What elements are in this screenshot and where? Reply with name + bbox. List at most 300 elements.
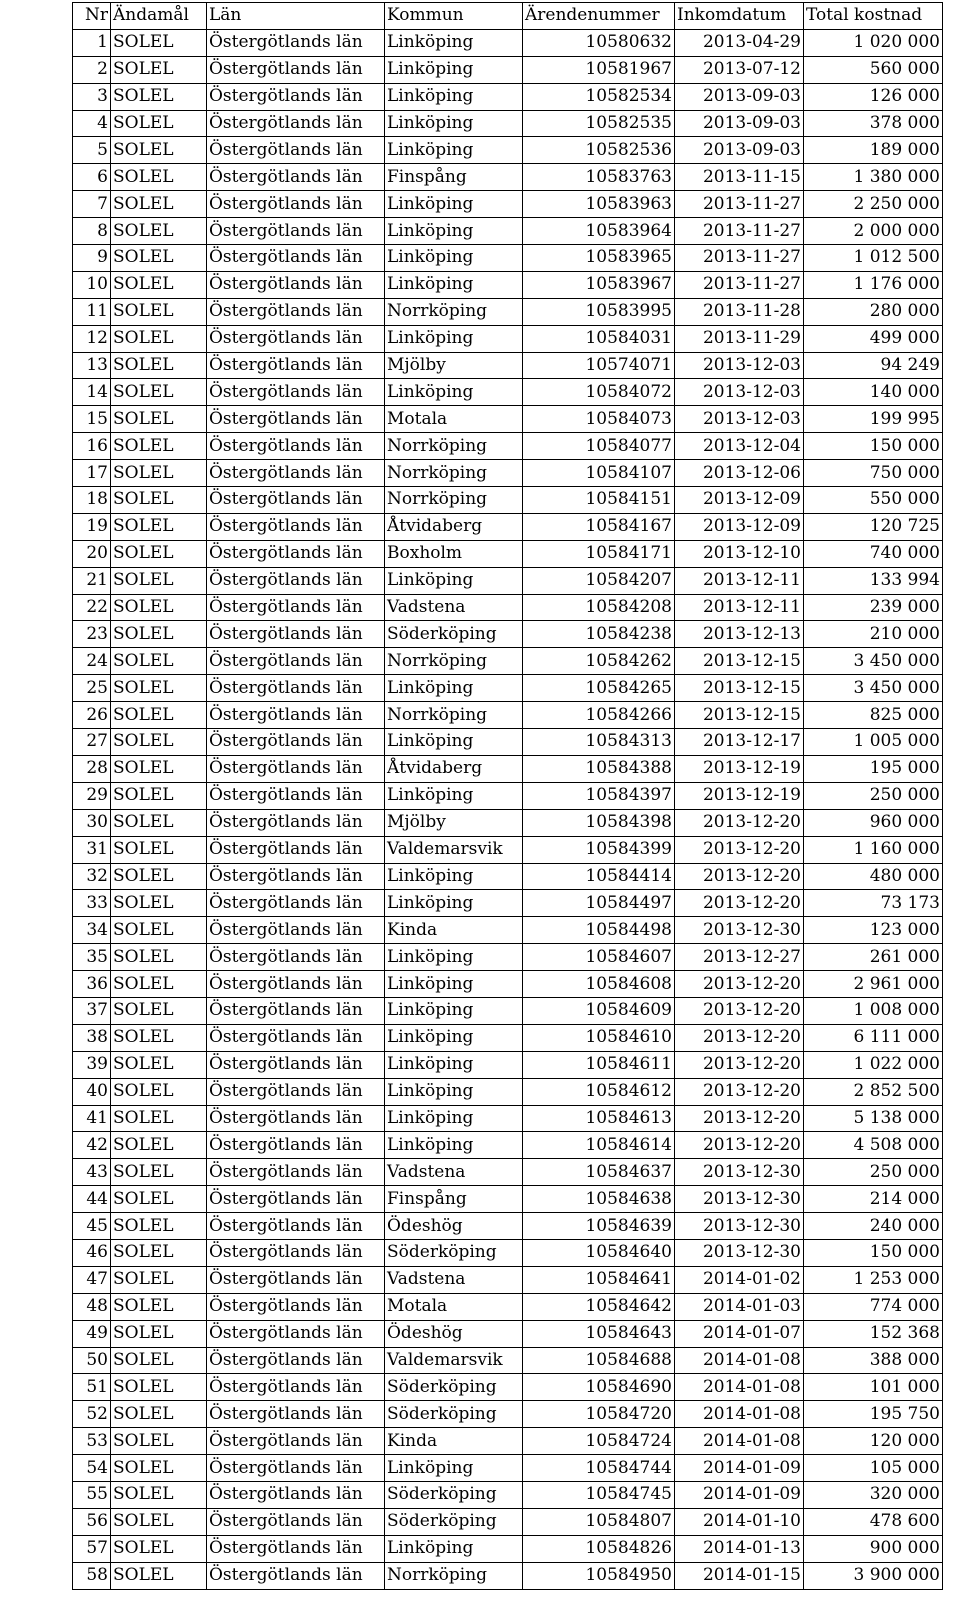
table-row <box>73 1186 943 1213</box>
cell-nr: 43 <box>73 1159 111 1186</box>
cell-nr: 52 <box>73 1401 111 1428</box>
cell-lan: Östergötlands län <box>207 1186 385 1213</box>
cell-inkomdatum: 2013-12-20 <box>675 863 804 890</box>
table-row <box>73 298 943 325</box>
table-row <box>73 729 943 756</box>
cell-nr: 24 <box>73 648 111 675</box>
cell-arendenummer: 10584807 <box>523 1508 675 1535</box>
cell-total-kostnad: 740 000 <box>804 540 943 567</box>
cell-andamal: SOLEL <box>111 836 207 863</box>
header-arendenummer: Ärendenummer <box>523 3 675 30</box>
table-row <box>73 218 943 245</box>
cell-lan: Östergötlands län <box>207 1508 385 1535</box>
cell-andamal: SOLEL <box>111 1455 207 1482</box>
cell-lan: Östergötlands län <box>207 245 385 272</box>
cell-nr: 27 <box>73 729 111 756</box>
cell-total-kostnad: 550 000 <box>804 487 943 514</box>
cell-lan: Östergötlands län <box>207 648 385 675</box>
cell-arendenummer: 10583964 <box>523 218 675 245</box>
cell-arendenummer: 10584690 <box>523 1374 675 1401</box>
cell-kommun: Linköping <box>385 29 523 56</box>
cell-lan: Östergötlands län <box>207 702 385 729</box>
table-row <box>73 675 943 702</box>
cell-nr: 29 <box>73 782 111 809</box>
cell-andamal: SOLEL <box>111 1266 207 1293</box>
cell-nr: 20 <box>73 540 111 567</box>
cell-lan: Östergötlands län <box>207 809 385 836</box>
cell-arendenummer: 10584207 <box>523 567 675 594</box>
cell-total-kostnad: 1 008 000 <box>804 997 943 1024</box>
header-total-kostnad: Total kostnad <box>804 3 943 30</box>
cell-lan: Östergötlands län <box>207 218 385 245</box>
cell-inkomdatum: 2014-01-15 <box>675 1562 804 1589</box>
cell-andamal: SOLEL <box>111 1132 207 1159</box>
cell-total-kostnad: 250 000 <box>804 782 943 809</box>
cell-kommun: Ödeshög <box>385 1213 523 1240</box>
cell-nr: 58 <box>73 1562 111 1589</box>
cell-lan: Östergötlands län <box>207 890 385 917</box>
cell-arendenummer: 10584107 <box>523 460 675 487</box>
cell-andamal: SOLEL <box>111 621 207 648</box>
cell-andamal: SOLEL <box>111 809 207 836</box>
cell-inkomdatum: 2013-11-29 <box>675 325 804 352</box>
cell-arendenummer: 10584397 <box>523 782 675 809</box>
cell-inkomdatum: 2013-12-15 <box>675 702 804 729</box>
cell-total-kostnad: 478 600 <box>804 1508 943 1535</box>
cell-inkomdatum: 2013-12-03 <box>675 352 804 379</box>
table-row <box>73 487 943 514</box>
cell-nr: 51 <box>73 1374 111 1401</box>
cell-total-kostnad: 2 000 000 <box>804 218 943 245</box>
cell-arendenummer: 10584238 <box>523 621 675 648</box>
cell-kommun: Linköping <box>385 1051 523 1078</box>
cell-total-kostnad: 825 000 <box>804 702 943 729</box>
cell-inkomdatum: 2013-11-27 <box>675 245 804 272</box>
table-row <box>73 1428 943 1455</box>
table-row <box>73 594 943 621</box>
table-row <box>73 513 943 540</box>
cell-arendenummer: 10584637 <box>523 1159 675 1186</box>
cell-kommun: Linköping <box>385 1024 523 1051</box>
table-row <box>73 245 943 272</box>
cell-arendenummer: 10584262 <box>523 648 675 675</box>
cell-kommun: Linköping <box>385 997 523 1024</box>
cell-total-kostnad: 150 000 <box>804 1239 943 1266</box>
cell-inkomdatum: 2013-12-15 <box>675 675 804 702</box>
cell-arendenummer: 10584077 <box>523 433 675 460</box>
cell-inkomdatum: 2013-11-15 <box>675 164 804 191</box>
cell-total-kostnad: 1 176 000 <box>804 271 943 298</box>
cell-lan: Östergötlands län <box>207 944 385 971</box>
cell-arendenummer: 10584720 <box>523 1401 675 1428</box>
table-row <box>73 944 943 971</box>
cell-kommun: Linköping <box>385 1078 523 1105</box>
cell-inkomdatum: 2013-11-27 <box>675 191 804 218</box>
cell-nr: 56 <box>73 1508 111 1535</box>
table-row <box>73 110 943 137</box>
cell-andamal: SOLEL <box>111 782 207 809</box>
cell-lan: Östergötlands län <box>207 487 385 514</box>
cell-lan: Östergötlands län <box>207 1401 385 1428</box>
cell-kommun: Vadstena <box>385 1266 523 1293</box>
table-row <box>73 433 943 460</box>
cell-kommun: Söderköping <box>385 1239 523 1266</box>
cell-kommun: Kinda <box>385 1428 523 1455</box>
cell-andamal: SOLEL <box>111 433 207 460</box>
cell-inkomdatum: 2013-12-20 <box>675 836 804 863</box>
cell-inkomdatum: 2013-11-28 <box>675 298 804 325</box>
cell-andamal: SOLEL <box>111 110 207 137</box>
cell-nr: 55 <box>73 1481 111 1508</box>
table-row <box>73 83 943 110</box>
cell-total-kostnad: 73 173 <box>804 890 943 917</box>
cell-andamal: SOLEL <box>111 1508 207 1535</box>
cell-nr: 46 <box>73 1239 111 1266</box>
cell-nr: 37 <box>73 997 111 1024</box>
cell-lan: Östergötlands län <box>207 729 385 756</box>
cell-lan: Östergötlands län <box>207 1105 385 1132</box>
cell-inkomdatum: 2014-01-08 <box>675 1401 804 1428</box>
cell-andamal: SOLEL <box>111 164 207 191</box>
cell-kommun: Söderköping <box>385 621 523 648</box>
table-row <box>73 540 943 567</box>
cell-total-kostnad: 960 000 <box>804 809 943 836</box>
cell-andamal: SOLEL <box>111 137 207 164</box>
cell-lan: Östergötlands län <box>207 1562 385 1589</box>
table-row <box>73 1266 943 1293</box>
cell-andamal: SOLEL <box>111 1186 207 1213</box>
cell-kommun: Linköping <box>385 1105 523 1132</box>
cell-andamal: SOLEL <box>111 298 207 325</box>
cell-arendenummer: 10584208 <box>523 594 675 621</box>
cell-inkomdatum: 2013-09-03 <box>675 83 804 110</box>
cell-arendenummer: 10584613 <box>523 1105 675 1132</box>
cell-total-kostnad: 560 000 <box>804 56 943 83</box>
cell-inkomdatum: 2013-12-20 <box>675 1024 804 1051</box>
table-row <box>73 648 943 675</box>
cell-total-kostnad: 133 994 <box>804 567 943 594</box>
cell-nr: 49 <box>73 1320 111 1347</box>
cell-inkomdatum: 2013-12-30 <box>675 1213 804 1240</box>
cell-arendenummer: 10583763 <box>523 164 675 191</box>
cell-total-kostnad: 480 000 <box>804 863 943 890</box>
cell-nr: 2 <box>73 56 111 83</box>
cell-total-kostnad: 4 508 000 <box>804 1132 943 1159</box>
table-row <box>73 1535 943 1562</box>
table-row <box>73 863 943 890</box>
cell-lan: Östergötlands län <box>207 594 385 621</box>
cell-inkomdatum: 2013-12-11 <box>675 567 804 594</box>
cell-nr: 5 <box>73 137 111 164</box>
cell-andamal: SOLEL <box>111 56 207 83</box>
cell-arendenummer: 10584745 <box>523 1481 675 1508</box>
cell-arendenummer: 10584265 <box>523 675 675 702</box>
table-row <box>73 1024 943 1051</box>
cell-nr: 6 <box>73 164 111 191</box>
cell-kommun: Linköping <box>385 218 523 245</box>
cell-kommun: Norrköping <box>385 433 523 460</box>
cell-andamal: SOLEL <box>111 755 207 782</box>
cell-inkomdatum: 2014-01-03 <box>675 1293 804 1320</box>
cell-nr: 4 <box>73 110 111 137</box>
header-row <box>73 3 943 30</box>
table-row <box>73 1481 943 1508</box>
cell-nr: 34 <box>73 917 111 944</box>
cell-kommun: Linköping <box>385 890 523 917</box>
cell-inkomdatum: 2013-12-13 <box>675 621 804 648</box>
cell-arendenummer: 10584266 <box>523 702 675 729</box>
cell-nr: 19 <box>73 513 111 540</box>
cell-andamal: SOLEL <box>111 890 207 917</box>
cell-inkomdatum: 2014-01-08 <box>675 1347 804 1374</box>
cell-arendenummer: 10584313 <box>523 729 675 756</box>
table-row <box>73 325 943 352</box>
cell-kommun: Valdemarsvik <box>385 1347 523 1374</box>
table-row <box>73 1374 943 1401</box>
cell-andamal: SOLEL <box>111 29 207 56</box>
table-row <box>73 271 943 298</box>
cell-lan: Östergötlands län <box>207 406 385 433</box>
cell-kommun: Söderköping <box>385 1481 523 1508</box>
table-row <box>73 1562 943 1589</box>
cell-total-kostnad: 199 995 <box>804 406 943 433</box>
cell-kommun: Söderköping <box>385 1401 523 1428</box>
cell-andamal: SOLEL <box>111 917 207 944</box>
cell-kommun: Linköping <box>385 1132 523 1159</box>
cell-arendenummer: 10584072 <box>523 379 675 406</box>
cell-andamal: SOLEL <box>111 944 207 971</box>
cell-kommun: Finspång <box>385 1186 523 1213</box>
cell-inkomdatum: 2013-12-20 <box>675 809 804 836</box>
cell-lan: Östergötlands län <box>207 863 385 890</box>
cell-andamal: SOLEL <box>111 1213 207 1240</box>
cell-inkomdatum: 2014-01-08 <box>675 1374 804 1401</box>
cell-nr: 18 <box>73 487 111 514</box>
cell-andamal: SOLEL <box>111 675 207 702</box>
table-row <box>73 809 943 836</box>
cell-total-kostnad: 2 961 000 <box>804 971 943 998</box>
table-row <box>73 836 943 863</box>
cell-nr: 26 <box>73 702 111 729</box>
cell-inkomdatum: 2014-01-13 <box>675 1535 804 1562</box>
table-row <box>73 1132 943 1159</box>
table-body <box>73 29 943 1589</box>
cell-kommun: Linköping <box>385 1455 523 1482</box>
table-row <box>73 29 943 56</box>
cell-nr: 23 <box>73 621 111 648</box>
cell-total-kostnad: 1 022 000 <box>804 1051 943 1078</box>
cell-andamal: SOLEL <box>111 191 207 218</box>
cell-total-kostnad: 210 000 <box>804 621 943 648</box>
cell-inkomdatum: 2013-12-03 <box>675 379 804 406</box>
cell-nr: 41 <box>73 1105 111 1132</box>
cell-nr: 30 <box>73 809 111 836</box>
cell-inkomdatum: 2013-12-30 <box>675 917 804 944</box>
cell-arendenummer: 10584744 <box>523 1455 675 1482</box>
cell-lan: Östergötlands län <box>207 1481 385 1508</box>
cell-lan: Östergötlands län <box>207 971 385 998</box>
cell-total-kostnad: 101 000 <box>804 1374 943 1401</box>
cell-lan: Östergötlands län <box>207 379 385 406</box>
cell-total-kostnad: 3 450 000 <box>804 648 943 675</box>
cell-lan: Östergötlands län <box>207 164 385 191</box>
cell-nr: 44 <box>73 1186 111 1213</box>
cell-kommun: Linköping <box>385 1535 523 1562</box>
cell-andamal: SOLEL <box>111 460 207 487</box>
cell-inkomdatum: 2013-12-30 <box>675 1186 804 1213</box>
table-row <box>73 1078 943 1105</box>
cell-inkomdatum: 2013-12-15 <box>675 648 804 675</box>
cell-kommun: Norrköping <box>385 487 523 514</box>
table-row <box>73 890 943 917</box>
cell-lan: Östergötlands län <box>207 917 385 944</box>
cell-andamal: SOLEL <box>111 1374 207 1401</box>
cell-arendenummer: 10582534 <box>523 83 675 110</box>
cell-inkomdatum: 2014-01-07 <box>675 1320 804 1347</box>
cell-arendenummer: 10584167 <box>523 513 675 540</box>
cell-total-kostnad: 2 852 500 <box>804 1078 943 1105</box>
cell-nr: 21 <box>73 567 111 594</box>
cell-kommun: Linköping <box>385 110 523 137</box>
cell-arendenummer: 10584826 <box>523 1535 675 1562</box>
cell-nr: 14 <box>73 379 111 406</box>
cell-andamal: SOLEL <box>111 1051 207 1078</box>
cell-inkomdatum: 2013-12-20 <box>675 1105 804 1132</box>
cell-nr: 38 <box>73 1024 111 1051</box>
cell-inkomdatum: 2013-12-09 <box>675 513 804 540</box>
cell-arendenummer: 10584639 <box>523 1213 675 1240</box>
cell-total-kostnad: 3 450 000 <box>804 675 943 702</box>
cell-kommun: Motala <box>385 1293 523 1320</box>
cell-lan: Östergötlands län <box>207 1024 385 1051</box>
cell-andamal: SOLEL <box>111 540 207 567</box>
cell-total-kostnad: 378 000 <box>804 110 943 137</box>
cell-kommun: Mjölby <box>385 352 523 379</box>
cell-arendenummer: 10584171 <box>523 540 675 567</box>
cell-nr: 7 <box>73 191 111 218</box>
cell-kommun: Ödeshög <box>385 1320 523 1347</box>
cell-kommun: Linköping <box>385 83 523 110</box>
cell-lan: Östergötlands län <box>207 1266 385 1293</box>
cell-nr: 36 <box>73 971 111 998</box>
cell-nr: 10 <box>73 271 111 298</box>
cell-lan: Östergötlands län <box>207 782 385 809</box>
cell-nr: 54 <box>73 1455 111 1482</box>
cell-andamal: SOLEL <box>111 271 207 298</box>
cell-lan: Östergötlands län <box>207 540 385 567</box>
table-row <box>73 1239 943 1266</box>
cell-total-kostnad: 2 250 000 <box>804 191 943 218</box>
cell-arendenummer: 10583995 <box>523 298 675 325</box>
cell-inkomdatum: 2014-01-08 <box>675 1428 804 1455</box>
cell-nr: 11 <box>73 298 111 325</box>
cell-andamal: SOLEL <box>111 702 207 729</box>
cell-inkomdatum: 2013-12-20 <box>675 890 804 917</box>
cell-lan: Östergötlands län <box>207 836 385 863</box>
cell-total-kostnad: 774 000 <box>804 1293 943 1320</box>
cell-arendenummer: 10584399 <box>523 836 675 863</box>
cell-andamal: SOLEL <box>111 1159 207 1186</box>
cell-nr: 45 <box>73 1213 111 1240</box>
cell-nr: 33 <box>73 890 111 917</box>
cell-nr: 53 <box>73 1428 111 1455</box>
cell-arendenummer: 10584151 <box>523 487 675 514</box>
cell-andamal: SOLEL <box>111 594 207 621</box>
cell-arendenummer: 10584609 <box>523 997 675 1024</box>
cell-lan: Östergötlands län <box>207 1051 385 1078</box>
table-row <box>73 137 943 164</box>
cell-andamal: SOLEL <box>111 1078 207 1105</box>
cell-inkomdatum: 2013-12-19 <box>675 755 804 782</box>
table-row <box>73 1508 943 1535</box>
table-row <box>73 621 943 648</box>
cell-arendenummer: 10584640 <box>523 1239 675 1266</box>
table-row <box>73 1159 943 1186</box>
cell-inkomdatum: 2013-12-20 <box>675 1051 804 1078</box>
cell-kommun: Linköping <box>385 863 523 890</box>
cell-lan: Östergötlands län <box>207 513 385 540</box>
cell-total-kostnad: 1 380 000 <box>804 164 943 191</box>
cell-kommun: Norrköping <box>385 298 523 325</box>
cell-nr: 35 <box>73 944 111 971</box>
cell-andamal: SOLEL <box>111 1481 207 1508</box>
cell-lan: Östergötlands län <box>207 621 385 648</box>
cell-lan: Östergötlands län <box>207 1347 385 1374</box>
cell-arendenummer: 10584614 <box>523 1132 675 1159</box>
cell-andamal: SOLEL <box>111 863 207 890</box>
cell-total-kostnad: 189 000 <box>804 137 943 164</box>
cell-arendenummer: 10584950 <box>523 1562 675 1589</box>
cell-lan: Östergötlands län <box>207 1159 385 1186</box>
table-row <box>73 1455 943 1482</box>
header-lan: Län <box>207 3 385 30</box>
cell-nr: 48 <box>73 1293 111 1320</box>
cell-lan: Östergötlands län <box>207 1293 385 1320</box>
table-row <box>73 567 943 594</box>
cell-nr: 40 <box>73 1078 111 1105</box>
cell-inkomdatum: 2013-12-11 <box>675 594 804 621</box>
cell-total-kostnad: 261 000 <box>804 944 943 971</box>
table-row <box>73 971 943 998</box>
cell-total-kostnad: 1 020 000 <box>804 29 943 56</box>
table-row <box>73 782 943 809</box>
cell-nr: 15 <box>73 406 111 433</box>
cell-inkomdatum: 2013-12-20 <box>675 1132 804 1159</box>
cell-arendenummer: 10584610 <box>523 1024 675 1051</box>
table-row <box>73 755 943 782</box>
cell-arendenummer: 10583963 <box>523 191 675 218</box>
header-kommun: Kommun <box>385 3 523 30</box>
cell-arendenummer: 10584398 <box>523 809 675 836</box>
table-row <box>73 406 943 433</box>
cell-inkomdatum: 2013-12-06 <box>675 460 804 487</box>
table-row <box>73 352 943 379</box>
cell-lan: Östergötlands län <box>207 997 385 1024</box>
cell-kommun: Boxholm <box>385 540 523 567</box>
cell-kommun: Åtvidaberg <box>385 513 523 540</box>
cell-andamal: SOLEL <box>111 487 207 514</box>
cell-lan: Östergötlands län <box>207 755 385 782</box>
cell-andamal: SOLEL <box>111 1347 207 1374</box>
cell-total-kostnad: 239 000 <box>804 594 943 621</box>
cell-lan: Östergötlands län <box>207 567 385 594</box>
cell-total-kostnad: 214 000 <box>804 1186 943 1213</box>
cell-andamal: SOLEL <box>111 379 207 406</box>
cell-arendenummer: 10584642 <box>523 1293 675 1320</box>
cell-kommun: Linköping <box>385 56 523 83</box>
cell-lan: Östergötlands län <box>207 271 385 298</box>
cell-arendenummer: 10584388 <box>523 755 675 782</box>
